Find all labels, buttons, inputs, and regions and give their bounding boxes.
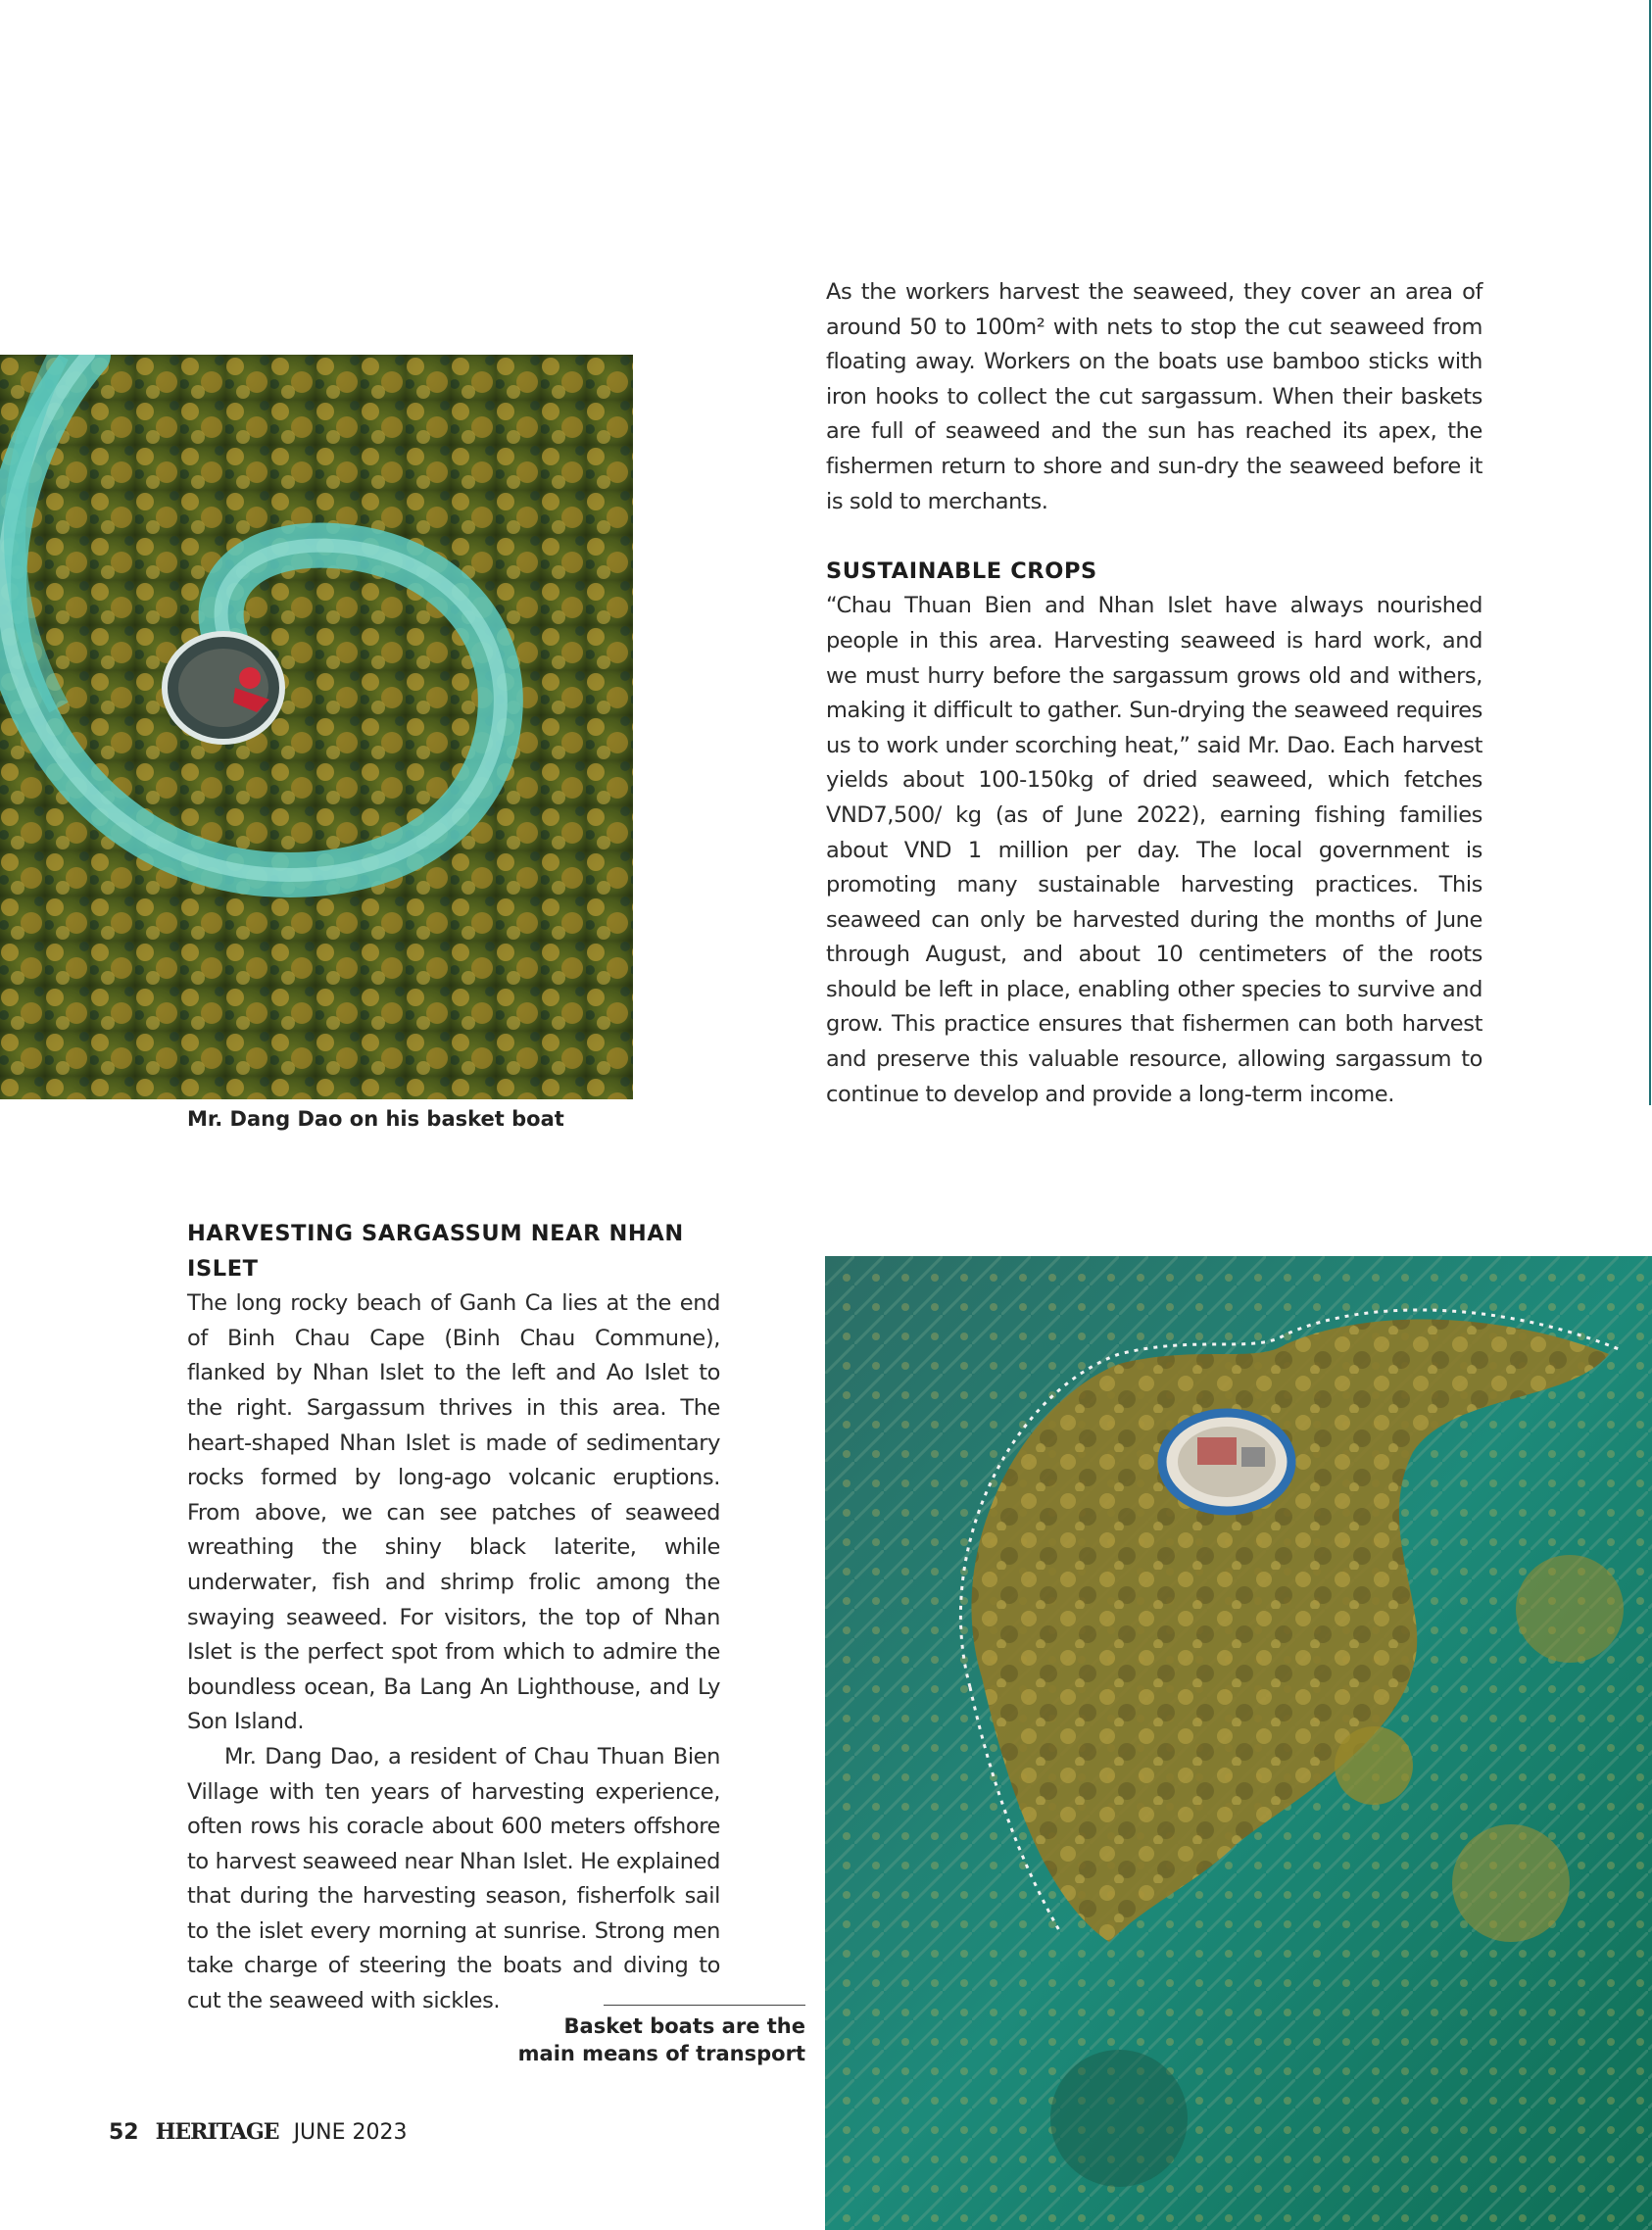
magazine-name: HERITAGE	[155, 2119, 279, 2145]
right-paragraph-2: “Chau Thuan Bien and Nhan Islet have always nourished people in this area. Harvesting seaweed is hard work, and we must hurry before the sargassum grows old and withers, making it difficult to gather. Sun-drying the seaweed requires us to work under scorching heat,” said Mr. Dao. Each harvest yields about 100-150kg of dried seaweed, which fetches VND7,500/ kg (as of June 2022), earning fishing families about VND 1 million per day. The local government is promoting many sustainable harvesting practices. This seaweed can only be harvested during the months of June through August, and about 10 centimeters of the roots should be left in place, enabling other species to survive and grow. This practice ensures that fishermen can both harvest and preserve this valuable resource, allowing sargassum to continue to develop and provide a long-term income.	[826, 593, 1482, 1107]
seaweed-net-photo	[825, 1256, 1652, 2230]
photo2-caption	[510, 2012, 805, 2067]
photo2-caption-line1: Basket boats are the	[563, 2014, 805, 2038]
caption-rule	[604, 2005, 805, 2006]
basket-boat-photo	[0, 355, 633, 1099]
left-text-column	[187, 1217, 720, 2019]
page-number: 52	[109, 2120, 139, 2145]
left-paragraph-2: Mr. Dang Dao, a resident of Chau Thuan Bien Village with ten years of harvesting experience, often rows his coracle about 600 meters offshore to harvest seaweed near Nhan Islet. He explained that during the harvesting season, fisherfolk sail to the islet every morning at sunrise. Strong men take charge of steering the boats and diving to cut the seaweed with sickles.	[187, 1743, 720, 2014]
right-paragraph-1: As the workers harvest the seaweed, they cover an area of around 50 to 100m² with nets to stop the cut seaweed from floating away. Workers on the boats use bamboo sticks with iron hooks to collect the cut sargassum. When their baskets are full of seaweed and the sun has reached its apex, the fishermen return to shore and sun-dry the seaweed before it is sold to merchants.	[826, 279, 1482, 514]
left-paragraph-1: The long rocky beach of Ganh Ca lies at the end of Binh Chau Cape (Binh Chau Commune), flanked by Nhan Islet to the left and Ao Islet to the right. Sargassum thrives in this area. The heart-shaped Nhan Islet is made of sedimentary rocks formed by long-ago volcanic eruptions. From above, we can see patches of seaweed wreathing the shiny black laterite, while underwater, fish and shrimp frolic among the swaying seaweed. For visitors, the top of Nhan Islet is the perfect spot from which to admire the boundless ocean, Ba Lang An Lighthouse, and Ly Son Island.	[187, 1290, 720, 1735]
sustainable-crops-heading: SUSTAINABLE CROPS	[826, 558, 1097, 584]
right-text-column	[826, 275, 1482, 1112]
issue-date: JUNE 2023	[293, 2120, 408, 2145]
photo2-caption-line2: main means of transport	[517, 2042, 805, 2065]
harvesting-heading: HARVESTING SARGASSUM NEAR NHAN ISLET	[187, 1221, 684, 1282]
page-footer	[109, 2119, 408, 2145]
page-edge-line	[1649, 0, 1651, 1105]
photo1-caption: Mr. Dang Dao on his basket boat	[187, 1107, 564, 1131]
